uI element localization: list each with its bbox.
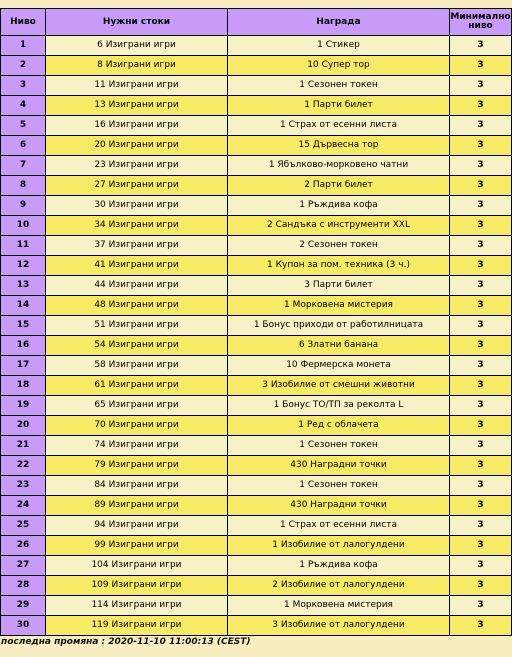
level-cell: 10 [1, 216, 46, 236]
table-row [1, 116, 512, 136]
goods-cell: 13 Изиграни игри [46, 96, 228, 116]
reward-cell: 3 Изобилие от лалогулдени [228, 616, 450, 636]
goods-cell: 37 Изиграни игри [46, 236, 228, 256]
goods-cell: 41 Изиграни игри [46, 256, 228, 276]
min-level-cell: 3 [450, 316, 512, 336]
goods-cell: 48 Изиграни игри [46, 296, 228, 316]
table-row [1, 296, 512, 316]
level-cell: 9 [1, 196, 46, 216]
table-row [1, 516, 512, 536]
level-cell: 25 [1, 516, 46, 536]
min-level-cell: 3 [450, 136, 512, 156]
reward-cell: 10 Супер тор [228, 56, 450, 76]
reward-cell: 6 Златни банана [228, 336, 450, 356]
level-cell: 19 [1, 396, 46, 416]
table-row [1, 556, 512, 576]
reward-cell: 1 Страх от есенни листа [228, 116, 450, 136]
table-row [1, 456, 512, 476]
level-cell: 1 [1, 36, 46, 56]
table-row [1, 316, 512, 336]
goods-cell: 114 Изиграни игри [46, 596, 228, 616]
table-row [1, 236, 512, 256]
level-cell: 5 [1, 116, 46, 136]
table-row [1, 396, 512, 416]
table-row [1, 416, 512, 436]
goods-cell: 99 Изиграни игри [46, 536, 228, 556]
reward-cell: 1 Страх от есенни листа [228, 516, 450, 536]
table-row [1, 596, 512, 616]
min-level-cell: 3 [450, 176, 512, 196]
table-row [1, 36, 512, 56]
goods-cell: 65 Изиграни игри [46, 396, 228, 416]
header-level: Ниво [1, 9, 46, 36]
goods-cell: 58 Изиграни игри [46, 356, 228, 376]
table-row [1, 176, 512, 196]
level-cell: 24 [1, 496, 46, 516]
reward-cell: 1 Сезонен токен [228, 76, 450, 96]
goods-cell: 104 Изиграни игри [46, 556, 228, 576]
goods-cell: 34 Изиграни игри [46, 216, 228, 236]
reward-cell: 1 Сезонен токен [228, 436, 450, 456]
reward-cell: 1 Бонус ТО/ТП за реколта L [228, 396, 450, 416]
goods-cell: 89 Изиграни игри [46, 496, 228, 516]
reward-cell: 3 Парти билет [228, 276, 450, 296]
goods-cell: 23 Изиграни игри [46, 156, 228, 176]
reward-cell: 2 Сезонен токен [228, 236, 450, 256]
table-row [1, 96, 512, 116]
min-level-cell: 3 [450, 556, 512, 576]
level-cell: 11 [1, 236, 46, 256]
table-row [1, 616, 512, 636]
reward-cell: 1 Сезонен токен [228, 476, 450, 496]
reward-cell: 15 Дървесна тор [228, 136, 450, 156]
reward-cell: 430 Наградни точки [228, 496, 450, 516]
goods-cell: 70 Изиграни игри [46, 416, 228, 436]
reward-cell: 1 Ръждива кофа [228, 556, 450, 576]
min-level-cell: 3 [450, 456, 512, 476]
level-cell: 21 [1, 436, 46, 456]
reward-cell: 430 Наградни точки [228, 456, 450, 476]
level-cell: 3 [1, 76, 46, 96]
table-row [1, 276, 512, 296]
min-level-cell: 3 [450, 616, 512, 636]
table-row [1, 76, 512, 96]
table-row [1, 136, 512, 156]
min-level-cell: 3 [450, 436, 512, 456]
header-min-level-text: Минимално ниво [450, 12, 511, 31]
level-cell: 14 [1, 296, 46, 316]
table-row [1, 56, 512, 76]
min-level-cell: 3 [450, 536, 512, 556]
min-level-cell: 3 [450, 96, 512, 116]
reward-cell: 1 Купон за пом. техника (3 ч.) [228, 256, 450, 276]
goods-cell: 109 Изиграни игри [46, 576, 228, 596]
table-row [1, 256, 512, 276]
min-level-cell: 3 [450, 516, 512, 536]
level-cell: 12 [1, 256, 46, 276]
reward-cell: 1 Парти билет [228, 96, 450, 116]
table-row [1, 216, 512, 236]
min-level-cell: 3 [450, 496, 512, 516]
reward-cell: 1 Изобилие от лалогулдени [228, 536, 450, 556]
goods-cell: 16 Изиграни игри [46, 116, 228, 136]
goods-cell: 84 Изиграни игри [46, 476, 228, 496]
min-level-cell: 3 [450, 196, 512, 216]
last-modified: последна промяна : 2020-11-10 11:00:13 (CEST) [1, 637, 251, 647]
min-level-cell: 3 [450, 416, 512, 436]
reward-cell: 1 Бонус приходи от работилницата [228, 316, 450, 336]
goods-cell: 30 Изиграни игри [46, 196, 228, 216]
table-row [1, 356, 512, 376]
level-cell: 23 [1, 476, 46, 496]
reward-cell: 2 Изобилие от лалогулдени [228, 576, 450, 596]
goods-cell: 119 Изиграни игри [46, 616, 228, 636]
reward-cell: 1 Ябълково-морковено чатни [228, 156, 450, 176]
min-level-cell: 3 [450, 336, 512, 356]
level-cell: 4 [1, 96, 46, 116]
table-row [1, 576, 512, 596]
min-level-cell: 3 [450, 296, 512, 316]
min-level-cell: 3 [450, 256, 512, 276]
goods-cell: 6 Изиграни игри [46, 36, 228, 56]
min-level-cell: 3 [450, 216, 512, 236]
min-level-cell: 3 [450, 36, 512, 56]
level-cell: 8 [1, 176, 46, 196]
reward-cell: 1 Морковена мистерия [228, 296, 450, 316]
goods-cell: 11 Изиграни игри [46, 76, 228, 96]
header-min-level [450, 9, 512, 36]
goods-cell: 20 Изиграни игри [46, 136, 228, 156]
min-level-cell: 3 [450, 116, 512, 136]
goods-cell: 74 Изиграни игри [46, 436, 228, 456]
level-cell: 28 [1, 576, 46, 596]
level-cell: 18 [1, 376, 46, 396]
goods-cell: 8 Изиграни игри [46, 56, 228, 76]
level-cell: 27 [1, 556, 46, 576]
rewards-table [0, 8, 512, 636]
min-level-cell: 3 [450, 276, 512, 296]
reward-cell: 1 Ред с облачета [228, 416, 450, 436]
reward-cell: 1 Ръждива кофа [228, 196, 450, 216]
min-level-cell: 3 [450, 396, 512, 416]
goods-cell: 61 Изиграни игри [46, 376, 228, 396]
min-level-cell: 3 [450, 576, 512, 596]
reward-cell: 10 Фермерска монета [228, 356, 450, 376]
level-cell: 13 [1, 276, 46, 296]
goods-cell: 44 Изиграни игри [46, 276, 228, 296]
level-cell: 15 [1, 316, 46, 336]
header-row [1, 9, 512, 36]
min-level-cell: 3 [450, 356, 512, 376]
level-cell: 29 [1, 596, 46, 616]
min-level-cell: 3 [450, 596, 512, 616]
table-row [1, 476, 512, 496]
goods-cell: 51 Изиграни игри [46, 316, 228, 336]
level-cell: 30 [1, 616, 46, 636]
min-level-cell: 3 [450, 476, 512, 496]
table-row [1, 436, 512, 456]
reward-cell: 1 Морковена мистерия [228, 596, 450, 616]
min-level-cell: 3 [450, 56, 512, 76]
header-reward: Награда [228, 9, 450, 36]
table-row [1, 156, 512, 176]
level-cell: 16 [1, 336, 46, 356]
goods-cell: 27 Изиграни игри [46, 176, 228, 196]
min-level-cell: 3 [450, 376, 512, 396]
min-level-cell: 3 [450, 76, 512, 96]
level-cell: 26 [1, 536, 46, 556]
header-goods: Нужни стоки [46, 9, 228, 36]
level-cell: 7 [1, 156, 46, 176]
table-row [1, 536, 512, 556]
goods-cell: 79 Изиграни игри [46, 456, 228, 476]
level-cell: 20 [1, 416, 46, 436]
level-cell: 17 [1, 356, 46, 376]
min-level-cell: 3 [450, 156, 512, 176]
table-row [1, 336, 512, 356]
min-level-cell: 3 [450, 236, 512, 256]
goods-cell: 94 Изиграни игри [46, 516, 228, 536]
level-cell: 2 [1, 56, 46, 76]
reward-cell: 1 Стикер [228, 36, 450, 56]
table-row [1, 376, 512, 396]
reward-cell: 2 Сандъка с инструменти XXL [228, 216, 450, 236]
level-cell: 22 [1, 456, 46, 476]
table-row [1, 196, 512, 216]
reward-cell: 3 Изобилие от смешни животни [228, 376, 450, 396]
goods-cell: 54 Изиграни игри [46, 336, 228, 356]
table-row [1, 496, 512, 516]
level-cell: 6 [1, 136, 46, 156]
reward-cell: 2 Парти билет [228, 176, 450, 196]
